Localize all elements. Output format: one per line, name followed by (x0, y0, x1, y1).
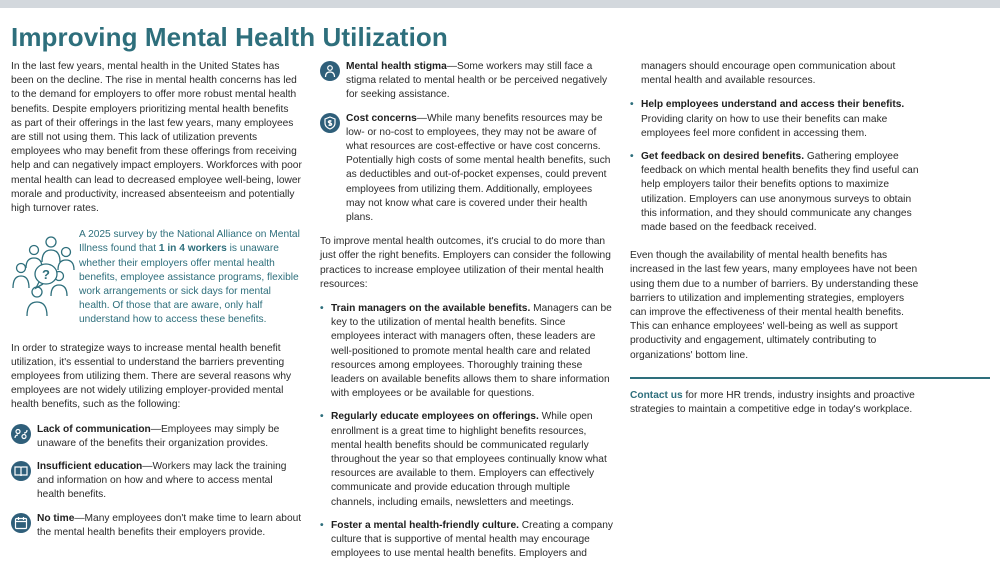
barrier-title: Cost concerns (346, 112, 417, 124)
barrier-text: Employees may simply be unaware of the benefits their organization provides. (37, 423, 280, 449)
bullet: • (320, 303, 324, 315)
bullet: • (320, 411, 324, 423)
barrier-sep: — (74, 512, 85, 524)
practice-text: While open enrollment is a great time to highlight benefits resources, mental health benefits should be communicated regularly throughout the year so that employees continually know what resources are available to them. Employers can effectively communicate and provide education through multiple channels, including emails, newsletters and meetings. (331, 411, 607, 508)
barrier-sep: — (142, 461, 153, 473)
barrier-item (11, 460, 302, 503)
column-3 (630, 60, 920, 417)
practice-item (320, 519, 613, 562)
practice-item (320, 410, 613, 509)
page-title: Improving Mental Health Utilization (11, 22, 448, 52)
practices-intro: To improve mental health outcomes, it's crucial to do more than just offer the right benefits. Employers can consider the following practices to increase employee utilization of their mental health resources: (320, 236, 611, 290)
barrier-text: Some workers may still face a stigma related to mental health or be perceived negatively for seeking assistance. (346, 61, 608, 101)
callout-stat: 1 in 4 workers (158, 243, 227, 255)
book-icon (11, 461, 31, 481)
barrier-sep: — (416, 112, 427, 124)
practice-title: Train managers on the available benefits. (331, 303, 531, 315)
barrier-title: No time (37, 512, 75, 524)
practice-text: Gathering employee feedback on which mental health benefits they find useful can help employers tailor their benefits options to maximize utilization. Employers can use anonymous surveys to obtain this information, and they should communicate any changes made based on the feedback received. (641, 151, 919, 234)
svg-text:?: ? (42, 267, 50, 283)
conclusion-paragraph: Even though the availability of mental health benefits has increased in the last few years, many employees have not been using them due to a number of barriers. By understanding these barriers to utilization and implementing strategies, employers can improve the effectiveness of their mental health benefits. This can enhance employees' well-being as well as support productivity and engagement, ultimately contributing to organizations' bottom line. (630, 250, 919, 361)
barrier-title: Lack of communication (37, 423, 151, 435)
bullet: • (630, 99, 634, 111)
person-icon (320, 61, 340, 81)
column-2 (320, 60, 613, 571)
survey-callout (11, 228, 302, 327)
contact-link[interactable]: Contact us (630, 389, 683, 401)
practice-title: Help employees understand and access their benefits. (641, 99, 905, 111)
barrier-item (11, 423, 302, 451)
barriers-intro: In order to strategize ways to increase mental health benefit utilization, it's essential to understand the barriers preventing employees from utilizing them. There are several reasons why employees are not widely utilizing employer-provided mental health benefits, such as the following: (11, 342, 292, 411)
practice-text: Creating a company culture that is supportive of mental health may encourage employees to use mental health benefits. Employers and (331, 519, 613, 560)
column-1 (11, 60, 302, 549)
barrier-sep: — (150, 423, 161, 435)
contact-text: for more HR trends, industry insights and proactive strategies to maintain a competitive edge in today's workplace. (630, 389, 915, 416)
callout-text-post: is unaware whether their employers offer mental health benefits, employee assistance programs, flexible work arrangements or sick days for mental health. Of those that are aware, only half understand how to access these benefits. (79, 243, 299, 326)
practice-title: Foster a mental health-friendly culture. (331, 519, 519, 531)
barrier-item (11, 512, 302, 540)
barrier-title: Mental health stigma (346, 61, 447, 72)
divider (630, 377, 990, 379)
barrier-text: Workers may lack the training and information on how and where to access mental health benefits. (37, 461, 287, 501)
barrier-item (320, 112, 613, 226)
bullet: • (630, 151, 634, 163)
barrier-text: While many benefits resources may be low- or no-cost to employees, they may not be aware of what resources are cost-effective or have cost concerns. Potentially high costs of some mental health benefits, such as deductibles and out-of-pocket expenses, could prevent employees from utilizing them. Additionally, employees may not know what care is covered under their health plans. (346, 112, 611, 224)
barrier-item (320, 60, 613, 103)
barrier-sep: — (446, 61, 457, 72)
practice-text: Providing clarity on how to use their benefits can make employees feel more confident in accessing them. (641, 113, 888, 139)
shield-dollar-icon (320, 113, 340, 133)
bullet: • (320, 519, 324, 531)
callout-text-pre: A 2025 survey by the National Alliance on Mental Illness found that (79, 229, 300, 255)
practice-continued: managers should encourage open communication about mental health and available resources. (641, 61, 896, 87)
people-question-illustration (11, 228, 77, 318)
top-bar (0, 0, 1000, 8)
chat-icon (11, 424, 31, 444)
intro-paragraph: In the last few years, mental health in the United States has been on the decline. The rise in mental health concerns has led to the demand for employers to offer more robust mental health benefits. Despite employers prioritizing mental health benefits as part of their offerings in the last few years, many employees are still not using them. This lack of utilization prevents employees who may benefit from these offerings from receiving help and can negatively impact employers. Workforces with poor mental health can lead to decreased employee well-being, lower morale and productivity, increased absenteeism and potentially high turnover rates. (11, 61, 302, 215)
practice-item (320, 302, 613, 401)
barrier-text: Many employees don't make time to learn about the mental health benefits their employers provide. (37, 512, 302, 538)
practice-title: Get feedback on desired benefits. (641, 151, 805, 163)
practice-title: Regularly educate employees on offerings. (331, 411, 539, 423)
barrier-title: Insufficient education (37, 461, 143, 473)
callout-text (79, 228, 302, 327)
calendar-icon (11, 513, 31, 533)
contact-paragraph (630, 389, 920, 417)
practice-item (630, 98, 920, 141)
practice-text: Managers can be key to the utilization of mental health benefits. Since employees interact with managers often, these leaders are well-positioned to promote mental health care and related resources among employees. Thoroughly training these leaders on available benefits allows them to share information with employees or be available for questions. (331, 303, 612, 400)
practice-item (630, 150, 920, 235)
